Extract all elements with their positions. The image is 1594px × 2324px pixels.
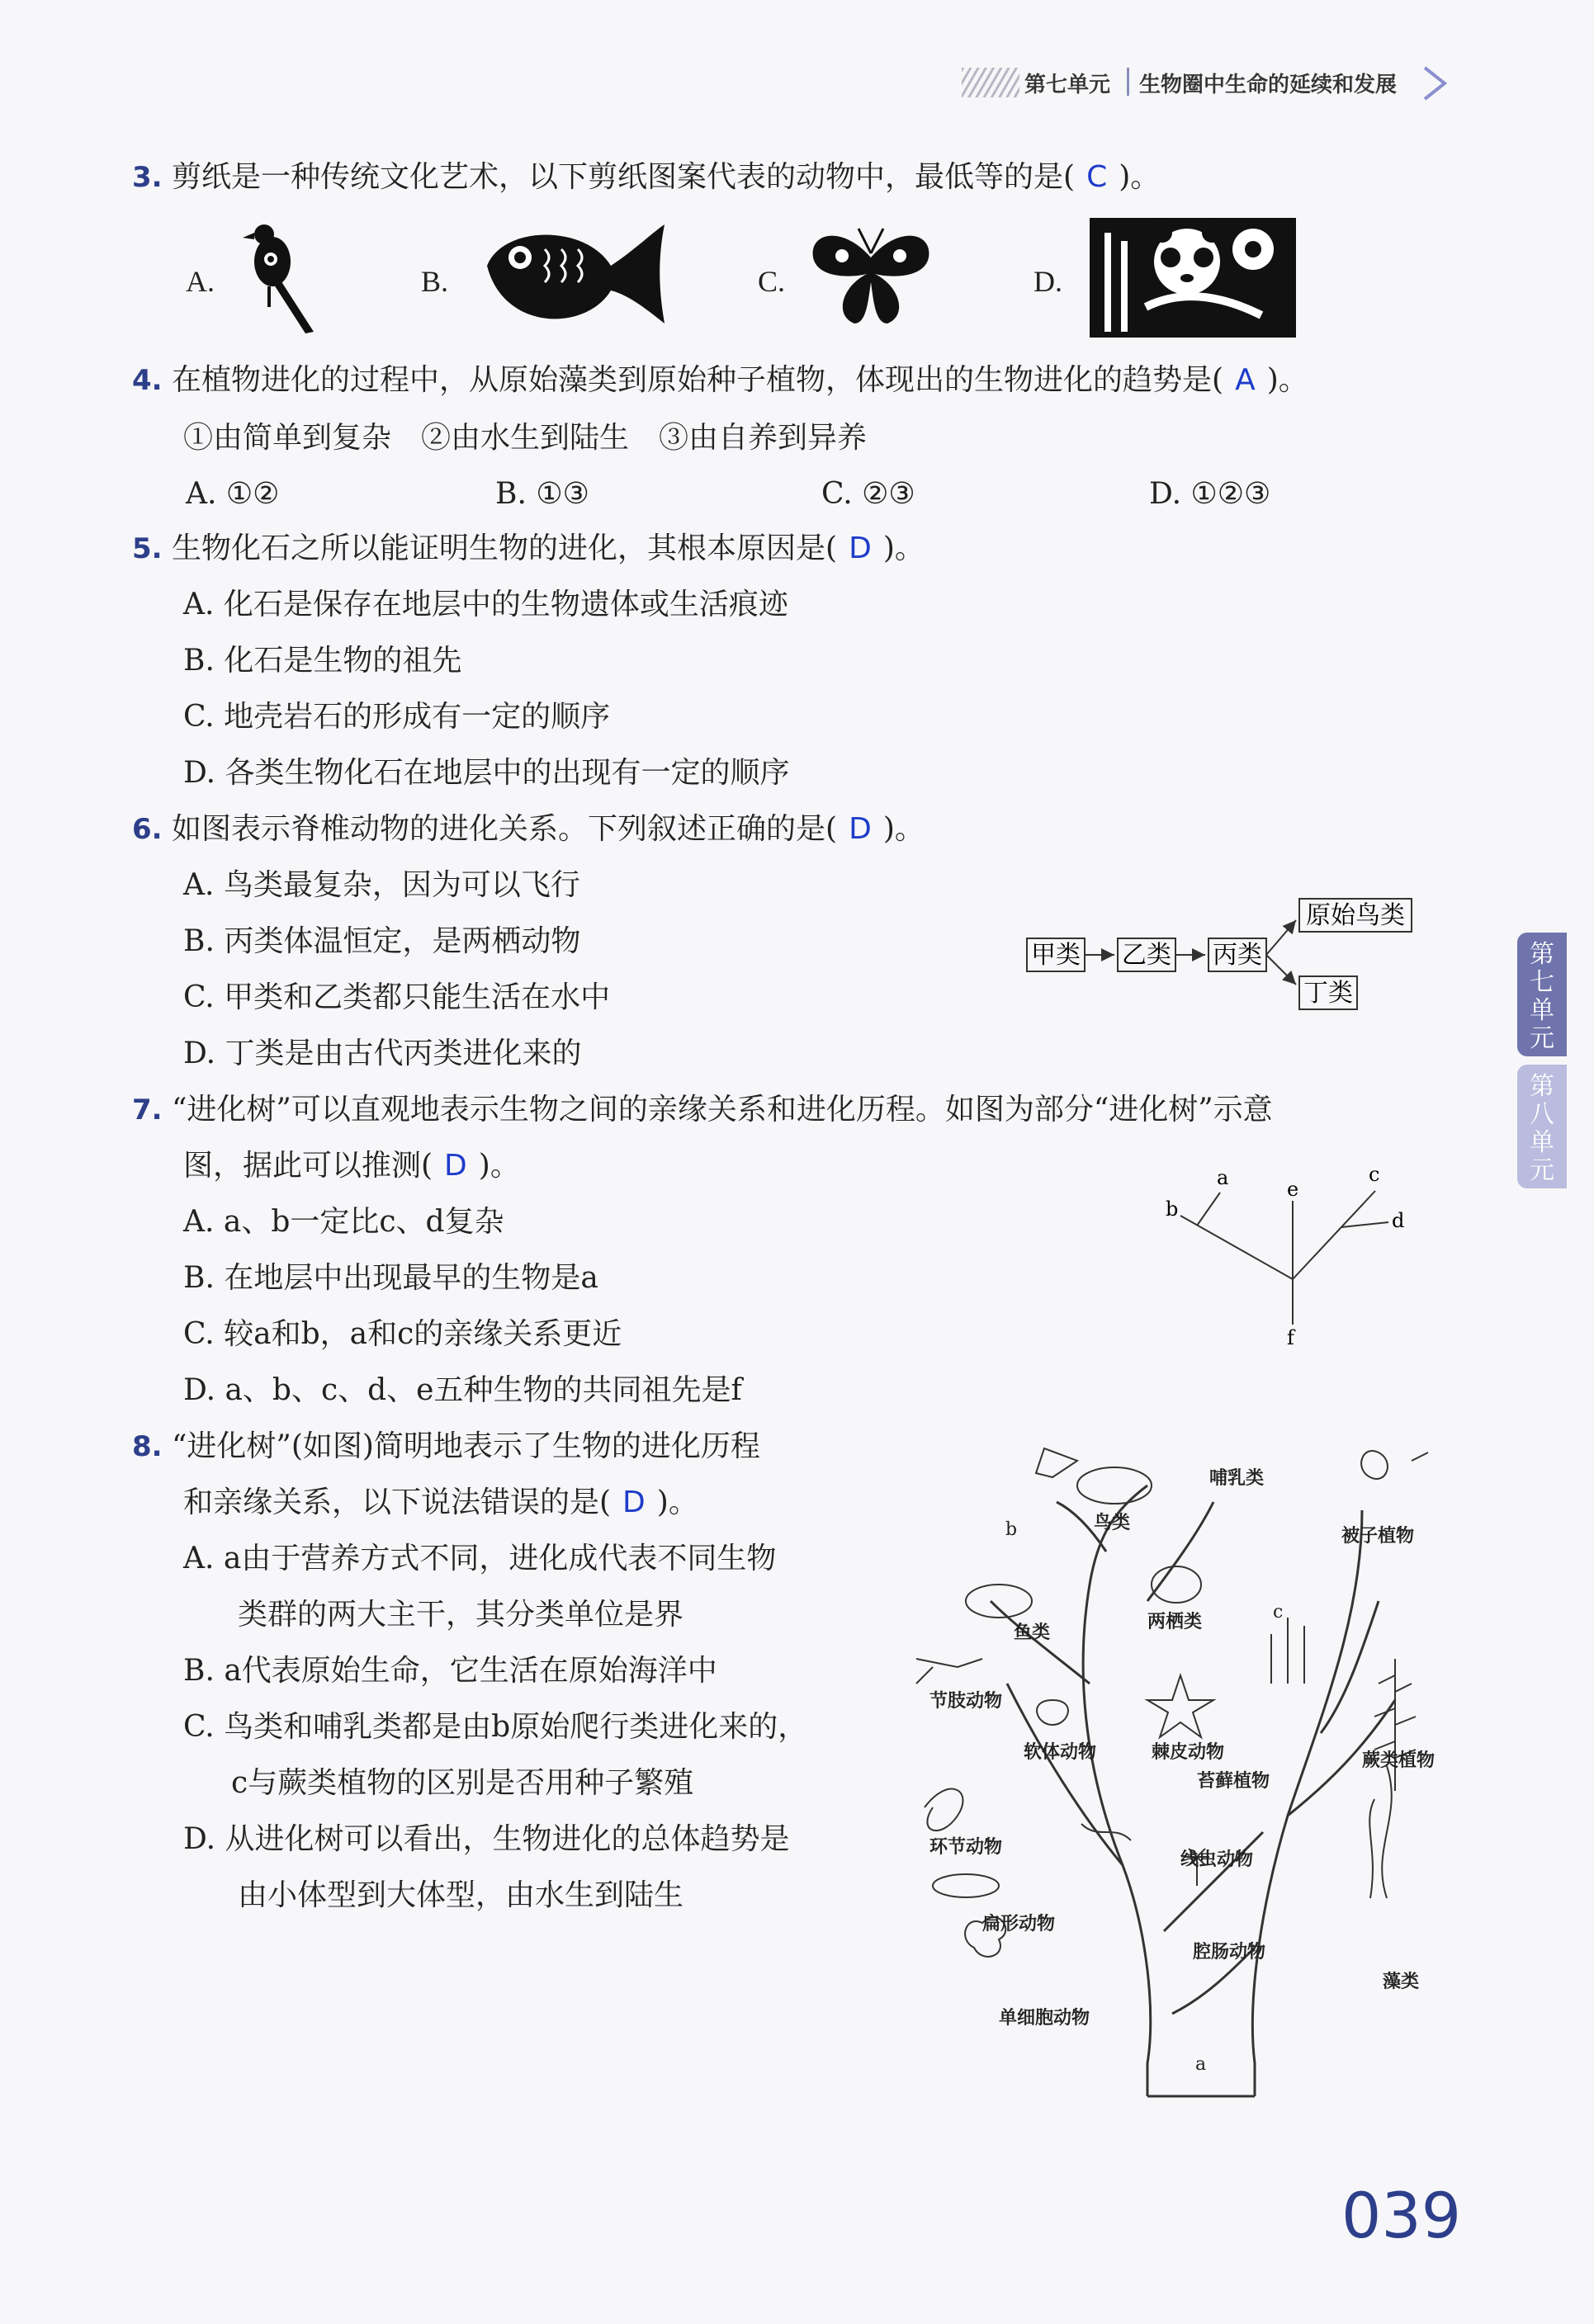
label-algae: 藻类 — [1383, 1971, 1420, 1992]
question-text-end: )。 — [882, 812, 925, 846]
shell-icon — [1037, 1700, 1068, 1725]
tab-char: 八 — [1530, 1100, 1554, 1129]
option-c: C. 地壳岩石的形成有一定的顺序 — [183, 700, 611, 734]
question-text-end: )。 — [1266, 363, 1308, 397]
header-decoration — [962, 68, 1019, 97]
option-d: D. ①②③ — [1149, 477, 1271, 511]
question-text: 和亲缘关系，以下说法错误的是( — [183, 1486, 612, 1519]
label-yi: 乙类 — [1122, 941, 1171, 970]
answer-mark: D — [849, 531, 872, 565]
tab-unit-8[interactable] — [1517, 1065, 1567, 1188]
question-3-stem — [132, 158, 1160, 196]
bird-papercut-image — [239, 216, 322, 340]
label-mollusk: 软体动物 — [1024, 1741, 1097, 1763]
question-text-end: )。 — [478, 1149, 520, 1183]
label-a: a — [1195, 2054, 1207, 2075]
option-b: B. a代表原始生命，它生活在原始海洋中 — [183, 1654, 717, 1688]
header-unit: 第七单元 — [1024, 73, 1111, 97]
option-d: D. a、b、c、d、e五种生物的共同祖先是f — [183, 1373, 742, 1407]
answer-mark: D — [622, 1486, 646, 1519]
question-4-statements: ①由简单到复杂 ②由水生到陆生 ③由自养到异养 — [183, 421, 868, 455]
question-5-stem — [132, 530, 925, 568]
option-a: A. 鸟类最复杂，因为可以飞行 — [183, 868, 580, 902]
question-text-end: )。 — [1119, 160, 1161, 194]
question-text: 图，据此可以推测( — [183, 1149, 433, 1183]
option-d: D. 各类生物化石在地层中的出现有一定的顺序 — [183, 756, 790, 790]
question-number: 5. — [132, 532, 163, 565]
label-mammal: 哺乳类 — [1209, 1467, 1265, 1489]
option-label-d: D. — [1033, 265, 1062, 298]
header-divider — [1127, 68, 1129, 96]
algae-icon — [1369, 1766, 1392, 1898]
tree-label-e: e — [1287, 1178, 1299, 1201]
tree-label-f: f — [1287, 1326, 1294, 1349]
question-text: 在植物进化的过程中，从原始藻类到原始种子植物，体现出的生物进化的趋势是( — [172, 363, 1224, 397]
option-a: A. a由于营养方式不同，进化成代表不同生物 — [183, 1542, 777, 1575]
label-nematode: 线虫动物 — [1180, 1849, 1254, 1870]
answer-mark: D — [444, 1149, 467, 1183]
option-b: B. 在地层中出现最早的生物是a — [183, 1261, 598, 1295]
answer-mark: D — [849, 812, 872, 846]
label-ding: 丁类 — [1303, 979, 1353, 1008]
moss-icon — [1271, 1618, 1304, 1684]
butterfly-papercut-image — [809, 224, 933, 336]
label-fern: 蕨类植物 — [1362, 1750, 1436, 1771]
page-header — [962, 59, 1457, 106]
tree-label-b: b — [1166, 1197, 1179, 1221]
option-a: A. 化石是保存在地层中的生物遗体或生活痕迹 — [183, 588, 788, 621]
tab-char: 七 — [1530, 968, 1554, 997]
option-b: B. ①③ — [495, 477, 589, 511]
question-text-end: )。 — [882, 531, 925, 565]
chevron-right-icon — [1420, 63, 1453, 104]
option-a-cont: 类群的两大主干，其分类单位是界 — [238, 1598, 684, 1632]
tab-char: 单 — [1530, 1128, 1554, 1157]
flower-icon — [1361, 1451, 1428, 1479]
question-text: “进化树”(如图)简明地表示了生物的进化历程 — [172, 1429, 760, 1463]
question-7-stem — [132, 1091, 1273, 1129]
label-jia: 甲类 — [1031, 941, 1081, 970]
tab-char: 单 — [1530, 996, 1554, 1025]
fish-papercut-image — [471, 216, 669, 340]
option-label-c: C. — [758, 265, 786, 298]
label-moss: 苔藓植物 — [1197, 1770, 1270, 1792]
label-arthropod: 节肢动物 — [929, 1690, 1003, 1712]
label-fish: 鱼类 — [1014, 1622, 1051, 1643]
question-7-stem-line2 — [183, 1147, 520, 1185]
label-flatworm: 扁形动物 — [982, 1913, 1056, 1934]
label-echinoderm: 棘皮动物 — [1152, 1741, 1225, 1763]
option-c: C. ②③ — [821, 477, 915, 511]
option-d: D. 从进化树可以看出，生物进化的总体趋势是 — [183, 1822, 790, 1856]
question-text-end: )。 — [656, 1486, 698, 1519]
evolution-tree-diagram-q7 — [1147, 1160, 1428, 1349]
option-label-b: B. — [421, 265, 449, 298]
insect-icon — [916, 1659, 982, 1684]
flatworm-icon — [933, 1874, 999, 1897]
option-c-cont: c与蕨类植物的区别是否用种子繁殖 — [231, 1766, 694, 1800]
option-a: A. a、b一定比c、d复杂 — [183, 1205, 504, 1239]
tree-label-c: c — [1369, 1163, 1380, 1186]
tab-unit-7[interactable] — [1517, 933, 1567, 1056]
tab-char: 元 — [1530, 1024, 1554, 1053]
question-text: 剪纸是一种传统文化艺术，以下剪纸图案代表的动物中，最低等的是( — [172, 160, 1076, 194]
header-topic: 生物圈中生命的延续和发展 — [1139, 73, 1398, 97]
tree-label-a: a — [1217, 1166, 1229, 1189]
evolution-tree-diagram-q8 — [900, 1436, 1461, 2121]
answer-mark: C — [1086, 160, 1108, 194]
question-number: 7. — [132, 1094, 163, 1127]
label-primitive-bird: 原始鸟类 — [1306, 901, 1405, 930]
starfish-icon — [1147, 1675, 1213, 1737]
label-annelid: 环节动物 — [929, 1836, 1003, 1858]
question-8-stem — [132, 1428, 760, 1466]
tab-char: 元 — [1530, 1156, 1554, 1185]
question-4-stem — [132, 361, 1308, 399]
option-c: C. 较a和b，a和c的亲缘关系更近 — [183, 1317, 622, 1351]
roundworm-icon — [1081, 1824, 1131, 1840]
question-number: 3. — [132, 161, 163, 194]
bird-icon — [1036, 1448, 1077, 1477]
option-c: C. 甲类和乙类都只能生活在水中 — [183, 980, 611, 1014]
question-text: 生物化石之所以能证明生物的进化，其根本原因是( — [172, 531, 838, 565]
question-number: 8. — [132, 1430, 163, 1463]
option-label-a: A. — [186, 265, 215, 298]
question-number: 4. — [132, 364, 163, 397]
question-text: 如图表示脊椎动物的进化关系。下列叙述正确的是( — [172, 812, 838, 846]
option-d-cont: 由小体型到大体型，由水生到陆生 — [238, 1878, 684, 1912]
label-b: b — [1005, 1519, 1018, 1540]
question-6-stem — [132, 810, 925, 848]
tree-label-d: d — [1392, 1209, 1405, 1232]
label-c: c — [1273, 1602, 1284, 1623]
answer-mark: A — [1235, 363, 1256, 397]
label-amphibian: 两栖类 — [1147, 1611, 1203, 1632]
label-protozoa: 单细胞动物 — [999, 2007, 1090, 2029]
page-number: 039 — [1341, 2179, 1462, 2252]
fern-icon — [1374, 1659, 1416, 1791]
question-8-stem-line2 — [183, 1484, 698, 1522]
panda-papercut-image — [1088, 216, 1298, 340]
tab-char: 第 — [1530, 1072, 1554, 1101]
label-angiosperm: 被子植物 — [1341, 1525, 1415, 1547]
label-bing: 丙类 — [1213, 941, 1262, 970]
fish-icon — [966, 1585, 1032, 1618]
earthworm-icon — [925, 1789, 963, 1831]
label-bird: 鸟类 — [1094, 1512, 1131, 1533]
label-coelenterate: 腔肠动物 — [1193, 1941, 1266, 1963]
option-b: B. 化石是生物的祖先 — [183, 644, 462, 678]
rabbit-icon — [1077, 1467, 1152, 1504]
tab-char: 第 — [1530, 940, 1554, 969]
option-a: A. ①② — [186, 477, 280, 511]
question-number: 6. — [132, 813, 163, 846]
option-b: B. 丙类体温恒定，是两栖动物 — [183, 924, 581, 958]
option-d: D. 丁类是由古代丙类进化来的 — [183, 1037, 582, 1070]
option-c: C. 鸟类和哺乳类都是由b原始爬行类进化来的， — [183, 1710, 808, 1744]
question-text: “进化树”可以直观地表示生物之间的亲缘关系和进化历程。如图为部分“进化树”示意 — [172, 1093, 1273, 1127]
vertebrate-evolution-diagram — [1024, 895, 1420, 1019]
